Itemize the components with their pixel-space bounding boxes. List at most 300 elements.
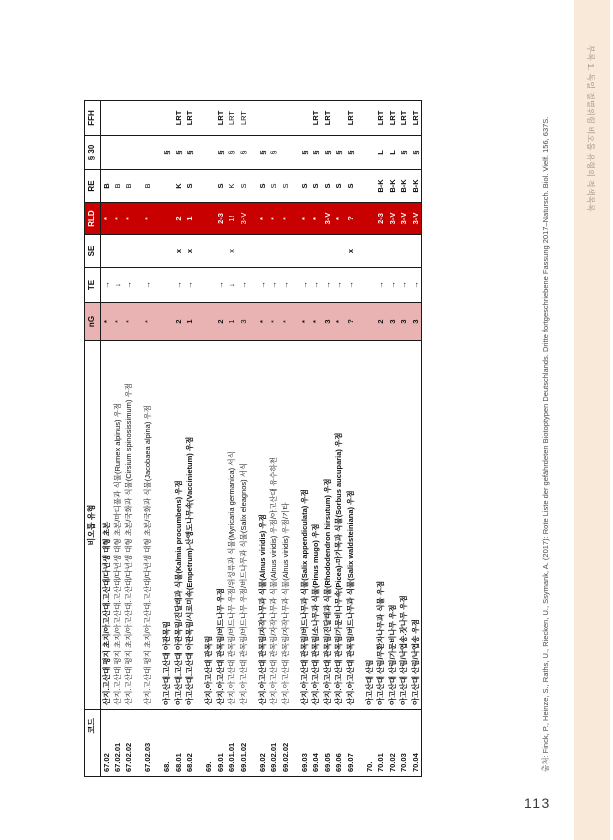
se-cell: x	[173, 235, 185, 268]
ng-cell: 3	[410, 303, 422, 341]
te-cell: →	[173, 268, 185, 303]
rld-cell: *	[334, 203, 346, 235]
biotope-name-cell: 산지.아고산대 관목림/버드나무 우점	[215, 341, 227, 710]
spacer-cell	[357, 710, 365, 777]
spacer-row	[135, 101, 143, 777]
spacer-cell	[357, 235, 365, 268]
code-cell: 69.02	[257, 753, 267, 772]
re-cell: K	[173, 170, 185, 203]
te-cell: →	[185, 268, 197, 303]
ng-cell: *	[269, 303, 281, 341]
spacer-cell	[154, 341, 162, 710]
te-cell: →	[345, 268, 357, 303]
biotope-row	[227, 101, 239, 777]
ffh-cell: LRT	[185, 101, 197, 136]
spacer-cell	[135, 170, 143, 203]
spacer-cell	[292, 268, 300, 303]
ng-cell: *	[257, 303, 269, 341]
spacer-cell	[154, 235, 162, 268]
column-header-name: 비오톱 유형	[85, 341, 101, 710]
spacer-cell	[196, 170, 204, 203]
source-citation: 출처: Finck, P., Heinze, S., Raths, U., Riecken, U., Ssymank, A. (2017): Rote Liste der gefährdeten Biotoptypen Deutschlands. Dritte fortgeschriebene Fassung 2017–Natursch. Biol. Vielf. 156, 637S.	[541, 116, 550, 772]
spacer-cell	[250, 268, 258, 303]
p30-cell: §	[257, 136, 269, 170]
spacer-cell	[135, 268, 143, 303]
spacer-cell	[292, 101, 300, 136]
spacer-cell	[135, 303, 143, 341]
p30-cell	[280, 136, 292, 170]
te-cell: →	[376, 268, 388, 303]
p30-cell: §	[410, 136, 422, 170]
ffh-cell	[112, 101, 124, 136]
rld-cell	[204, 203, 216, 235]
p30-cell	[124, 136, 136, 170]
se-cell	[269, 235, 281, 268]
se-cell: x	[227, 235, 239, 268]
se-cell	[257, 235, 269, 268]
ng-cell: *	[280, 303, 292, 341]
se-cell	[112, 235, 124, 268]
p30-cell	[364, 136, 376, 170]
p30-cell: L	[376, 136, 388, 170]
spacer-cell	[154, 101, 162, 136]
code-cell: 67.02.01	[112, 742, 122, 772]
se-cell	[299, 235, 311, 268]
re-cell: S	[280, 170, 292, 203]
biotope-row	[387, 101, 399, 777]
spacer-cell	[135, 341, 143, 710]
p30-cell: L	[387, 136, 399, 170]
te-cell: →	[334, 268, 346, 303]
code-cell: 69.02.02	[280, 742, 290, 772]
ffh-cell	[162, 101, 174, 136]
biotope-name-cell: 아고산대.고산대 아관목림/진달래과 식물(Kalmia procumbens) 우점	[173, 341, 185, 710]
ffh-cell: LRT	[322, 101, 334, 136]
biotope-table-container	[84, 101, 421, 777]
biotope-row	[173, 101, 185, 777]
ffh-cell	[364, 101, 376, 136]
se-cell	[311, 235, 323, 268]
rld-cell: 1	[185, 203, 197, 235]
code-cell: 67.02.03	[143, 742, 153, 772]
rld-cell: ?	[345, 203, 357, 235]
se-cell	[280, 235, 292, 268]
spacer-cell	[154, 268, 162, 303]
column-header-RLD: RLD	[85, 203, 101, 235]
te-cell: →	[238, 268, 250, 303]
ng-cell: 3	[322, 303, 334, 341]
rld-cell: 2-3	[215, 203, 227, 235]
code-cell: 69.03	[299, 753, 309, 772]
biotope-name-cell: 산지.고산대 평지 초지/아고산대.고산대/다년생 대형 초본/마디풀과 식물(Rumex alpinus) 우점	[112, 341, 124, 710]
page-number: 113	[524, 795, 551, 811]
spacer-row	[154, 101, 162, 777]
spacer-cell	[196, 101, 204, 136]
table-header-row	[85, 101, 101, 777]
re-cell: B-K	[399, 170, 411, 203]
biotope-name-cell: 산지.아고산대 관목림/버드나무과 식물(Salix waldsteiniana) 우점	[345, 341, 357, 710]
ffh-cell	[280, 101, 292, 136]
binding-strip	[574, 0, 610, 840]
re-cell: B	[101, 170, 113, 203]
biotope-row	[399, 101, 411, 777]
biotope-name-cell: 아고산대 산림/낙엽송.잣나무 우점	[399, 341, 411, 710]
re-cell	[204, 170, 216, 203]
ng-cell: 2	[215, 303, 227, 341]
biotope-row	[376, 101, 388, 777]
se-cell	[387, 235, 399, 268]
te-cell: →	[299, 268, 311, 303]
ng-cell: 3	[399, 303, 411, 341]
biotope-row	[410, 101, 422, 777]
biotope-row	[185, 101, 197, 777]
spacer-row	[196, 101, 204, 777]
se-cell	[364, 235, 376, 268]
biotope-row	[299, 101, 311, 777]
appendix-title: 부록 1. 독일 절멸위험 비오톱 유형의 적색목록	[586, 45, 595, 212]
spacer-cell	[250, 303, 258, 341]
spacer-cell	[196, 235, 204, 268]
p30-cell: §	[238, 136, 250, 170]
spacer-cell	[292, 303, 300, 341]
ng-cell	[162, 303, 174, 341]
column-header-TE: TE	[85, 268, 101, 303]
column-header-SE: SE	[85, 235, 101, 268]
ffh-cell: LRT	[173, 101, 185, 136]
spacer-cell	[196, 710, 204, 777]
te-cell: →	[311, 268, 323, 303]
spacer-cell	[250, 341, 258, 710]
spacer-cell	[250, 136, 258, 170]
rld-cell: 3-V	[322, 203, 334, 235]
p30-cell: §	[334, 136, 346, 170]
re-cell: S	[299, 170, 311, 203]
rld-cell: *	[269, 203, 281, 235]
column-header-nG: nG	[85, 303, 101, 341]
biotope-name-cell: 산지.고산대 평지 초지/아고산대.고산대/다년생 대형 초본/국화과 식물(Cirsium spinosissimum) 우점	[124, 341, 136, 710]
biotope-name-cell: 산지.고산대 평지 초지/아고산대.고산대/다년생 대형 초본/국화과 식물(Jacobaea alpina) 우점	[143, 341, 155, 710]
se-cell	[162, 235, 174, 268]
code-cell: 69.01.02	[238, 742, 248, 772]
code-cell: 68.02	[185, 753, 195, 772]
biotope-table	[84, 100, 422, 777]
p30-cell	[143, 136, 155, 170]
biotope-name-cell: 산지.아고산대 관목림	[204, 341, 216, 710]
spacer-cell	[135, 235, 143, 268]
te-cell: →	[257, 268, 269, 303]
se-cell: x	[185, 235, 197, 268]
code-cell: 70.	[364, 761, 374, 772]
se-cell	[376, 235, 388, 268]
p30-cell	[101, 136, 113, 170]
p30-cell: §	[185, 136, 197, 170]
code-cell: 68.01	[173, 753, 183, 772]
te-cell: ↓	[112, 268, 124, 303]
se-cell	[143, 235, 155, 268]
ffh-cell: LRT	[345, 101, 357, 136]
biotope-name-cell: 산지.아고산대 관목림/버드나무과 식물(Salix appendiculata) 우점	[299, 341, 311, 710]
biotope-name-cell: 산지.고산대 평지 초지/아고산대.고산대/다년생 대형 초본	[101, 341, 113, 710]
spacer-cell	[250, 235, 258, 268]
rld-cell	[162, 203, 174, 235]
p30-cell: §	[399, 136, 411, 170]
ffh-cell: LRT	[215, 101, 227, 136]
spacer-cell	[135, 136, 143, 170]
rld-cell: 3-V	[387, 203, 399, 235]
ng-cell: *	[112, 303, 124, 341]
spacer-cell	[196, 203, 204, 235]
spacer-cell	[154, 170, 162, 203]
te-cell: →	[124, 268, 136, 303]
code-cell: 67.02.02	[124, 742, 134, 772]
te-cell: →	[143, 268, 155, 303]
se-cell: x	[345, 235, 357, 268]
biotope-row	[280, 101, 292, 777]
se-cell	[399, 235, 411, 268]
biotope-name-cell: 아고산대.고산대 아관목림	[162, 341, 174, 710]
re-cell: B	[143, 170, 155, 203]
code-cell: 69.	[204, 761, 214, 772]
te-cell: →	[399, 268, 411, 303]
spacer-cell	[250, 203, 258, 235]
spacer-cell	[154, 203, 162, 235]
biotope-name-cell: 산지.아고산대 관목림/자작나무과 식물(Alnus viridis) 우점/기타	[280, 341, 292, 710]
biotope-name-cell: 산지.아고산대 관목림/소나무과 식물(Pinus mugo) 우점	[311, 341, 323, 710]
code-cell: 70.01	[376, 753, 386, 772]
biotope-row	[204, 101, 216, 777]
rld-cell: *	[311, 203, 323, 235]
biotope-row	[112, 101, 124, 777]
ffh-cell	[204, 101, 216, 136]
column-header-RE: RE	[85, 170, 101, 203]
te-cell: →	[410, 268, 422, 303]
re-cell: B	[124, 170, 136, 203]
p30-cell: §	[311, 136, 323, 170]
re-cell: S	[215, 170, 227, 203]
se-cell	[215, 235, 227, 268]
spacer-cell	[196, 136, 204, 170]
re-cell: S	[311, 170, 323, 203]
se-cell	[101, 235, 113, 268]
code-cell: 68.	[162, 761, 172, 772]
column-header-FFH: FFH	[85, 101, 101, 136]
spacer-cell	[357, 101, 365, 136]
ng-cell: *	[299, 303, 311, 341]
code-cell: 69.04	[311, 753, 321, 772]
code-cell: 69.02.01	[269, 742, 279, 772]
ffh-cell: LRT	[387, 101, 399, 136]
p30-cell: §	[269, 136, 281, 170]
biotope-name-cell: 산지.아고산대 관목림/가문비나무속(Picea)-마가목과 식물(Sorbus aucuparia) 우점	[334, 341, 346, 710]
code-cell: 70.04	[410, 753, 420, 772]
p30-cell: §	[299, 136, 311, 170]
spacer-cell	[357, 341, 365, 710]
spacer-cell	[154, 303, 162, 341]
ng-cell: 1	[185, 303, 197, 341]
biotope-name-cell: 산지.아고산대 관목림/자작나무과 식물(Alnus viridis) 우점/아고산대 유수하천	[269, 341, 281, 710]
spacer-row	[292, 101, 300, 777]
te-cell: →	[269, 268, 281, 303]
ffh-cell: LRT	[399, 101, 411, 136]
spacer-cell	[357, 268, 365, 303]
se-cell	[334, 235, 346, 268]
biotope-row	[322, 101, 334, 777]
biotope-row	[238, 101, 250, 777]
re-cell: S	[269, 170, 281, 203]
ffh-cell	[143, 101, 155, 136]
ffh-cell	[101, 101, 113, 136]
te-cell: →	[322, 268, 334, 303]
ffh-cell: LRT	[238, 101, 250, 136]
code-cell: 70.02	[387, 753, 397, 772]
ffh-cell	[269, 101, 281, 136]
p30-cell	[112, 136, 124, 170]
rld-cell: *	[257, 203, 269, 235]
re-cell: S	[322, 170, 334, 203]
spacer-cell	[357, 170, 365, 203]
ng-cell: *	[124, 303, 136, 341]
re-cell: S	[238, 170, 250, 203]
biotope-row	[143, 101, 155, 777]
ffh-cell	[257, 101, 269, 136]
biotope-row	[311, 101, 323, 777]
p30-cell: §	[215, 136, 227, 170]
spacer-row	[357, 101, 365, 777]
rld-cell: *	[299, 203, 311, 235]
biotope-row	[124, 101, 136, 777]
biotope-name-cell: 아고산대 산림/무환자나무과 식물 우점	[376, 341, 388, 710]
spacer-cell	[250, 101, 258, 136]
column-header-code: 코드	[85, 710, 101, 777]
biotope-row	[101, 101, 113, 777]
spacer-cell	[357, 303, 365, 341]
biotope-name-cell: 산지.아고산대 관목림/자작나무과 식물(Alnus viridis) 우점	[257, 341, 269, 710]
rld-cell: *	[112, 203, 124, 235]
re-cell: K	[227, 170, 239, 203]
ng-cell: 2	[376, 303, 388, 341]
code-cell: 69.01	[215, 753, 225, 772]
se-cell	[322, 235, 334, 268]
ffh-cell: LRT	[227, 101, 239, 136]
spacer-cell	[196, 268, 204, 303]
re-cell: B-K	[376, 170, 388, 203]
spacer-cell	[250, 710, 258, 777]
code-cell: 69.06	[334, 753, 344, 772]
spacer-cell	[292, 341, 300, 710]
rld-cell: 1!	[227, 203, 239, 235]
ng-cell: 2	[173, 303, 185, 341]
te-cell	[162, 268, 174, 303]
spacer-row	[250, 101, 258, 777]
ffh-cell	[334, 101, 346, 136]
ng-cell	[204, 303, 216, 341]
biotope-name-cell: 아고산대.고산대 아관목림/시로미속(Empetrum)-산앵도나무속(Vaccinietum) 우점	[185, 341, 197, 710]
spacer-cell	[135, 710, 143, 777]
re-cell: B	[112, 170, 124, 203]
biotope-name-cell: 아고산대 산림/낙엽송 우점	[410, 341, 422, 710]
code-cell: 69.01.01	[227, 742, 237, 772]
spacer-cell	[357, 203, 365, 235]
p30-cell	[204, 136, 216, 170]
rld-cell: 3-V	[238, 203, 250, 235]
re-cell	[162, 170, 174, 203]
spacer-cell	[292, 136, 300, 170]
ng-cell: ?	[345, 303, 357, 341]
te-cell: →	[215, 268, 227, 303]
ng-cell: 1	[227, 303, 239, 341]
se-cell	[238, 235, 250, 268]
spacer-cell	[154, 136, 162, 170]
spacer-cell	[292, 235, 300, 268]
re-cell: S	[257, 170, 269, 203]
column-header-p30: § 30	[85, 136, 101, 170]
ng-cell: *	[101, 303, 113, 341]
code-cell: 70.03	[399, 753, 409, 772]
ng-cell	[364, 303, 376, 341]
ffh-cell	[124, 101, 136, 136]
biotope-row	[334, 101, 346, 777]
ng-cell: *	[334, 303, 346, 341]
p30-cell: §	[345, 136, 357, 170]
rld-cell: 2-3	[376, 203, 388, 235]
code-cell: 69.07	[345, 753, 355, 772]
spacer-cell	[196, 303, 204, 341]
spacer-cell	[154, 710, 162, 777]
p30-cell: §	[227, 136, 239, 170]
ng-cell: 3	[238, 303, 250, 341]
spacer-cell	[357, 136, 365, 170]
re-cell: S	[334, 170, 346, 203]
code-cell: 69.05	[322, 753, 332, 772]
biotope-row	[269, 101, 281, 777]
ng-cell: *	[143, 303, 155, 341]
p30-cell: §	[173, 136, 185, 170]
spacer-cell	[292, 170, 300, 203]
te-cell: ↓	[227, 268, 239, 303]
te-cell	[364, 268, 376, 303]
spacer-cell	[196, 341, 204, 710]
re-cell: B-K	[387, 170, 399, 203]
biotope-name-cell: 산지.아고산대 관목림/버드나무 우점/버드나무과 식물(Salix eleagnos) 서식	[238, 341, 250, 710]
rld-cell: *	[124, 203, 136, 235]
ng-cell: *	[311, 303, 323, 341]
ffh-cell: LRT	[311, 101, 323, 136]
re-cell: S	[345, 170, 357, 203]
biotope-name-cell: 아고산대 산림	[364, 341, 376, 710]
spacer-cell	[292, 203, 300, 235]
rld-cell: 3-V	[410, 203, 422, 235]
ffh-cell: LRT	[376, 101, 388, 136]
spacer-cell	[135, 203, 143, 235]
biotope-row	[257, 101, 269, 777]
spacer-cell	[292, 710, 300, 777]
biotope-row	[345, 101, 357, 777]
rld-cell: 3-V	[399, 203, 411, 235]
se-cell	[410, 235, 422, 268]
biotope-name-cell: 산지.아고산대 관목림/버드나무 우점/위성류과 식물(Myricaria germanica) 서식	[227, 341, 239, 710]
biotope-name-cell: 아고산대 산림/가문비나무 우점	[387, 341, 399, 710]
ffh-cell	[299, 101, 311, 136]
biotope-row	[215, 101, 227, 777]
rld-cell: *	[101, 203, 113, 235]
spacer-cell	[250, 170, 258, 203]
te-cell: →	[101, 268, 113, 303]
biotope-row	[162, 101, 174, 777]
biotope-row	[364, 101, 376, 777]
ffh-cell: LRT	[410, 101, 422, 136]
rld-cell: *	[280, 203, 292, 235]
spacer-cell	[135, 101, 143, 136]
